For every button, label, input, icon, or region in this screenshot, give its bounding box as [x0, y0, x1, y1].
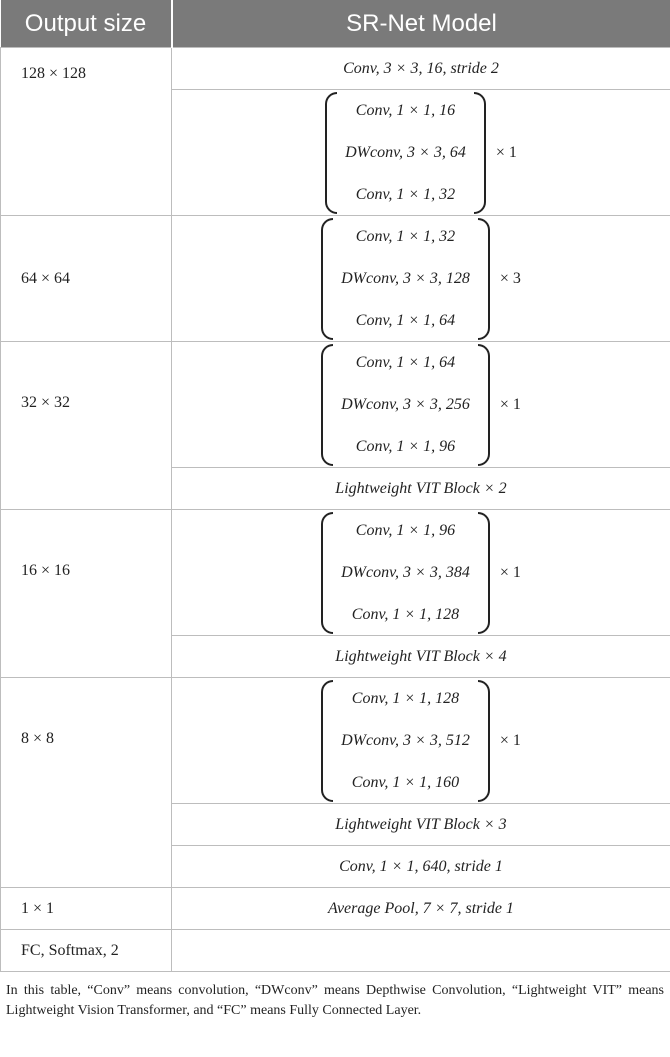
- bottleneck-block: [172, 678, 670, 804]
- block-line: Conv, 1 × 1, 32: [355, 185, 456, 203]
- matrix-bracket: [321, 510, 490, 636]
- output-size-cell: FC, Softmax, 2: [1, 930, 172, 972]
- table-header-row: [1, 0, 670, 48]
- bottleneck-block: [172, 342, 670, 468]
- block-line: Conv, 1 × 1, 16: [355, 101, 456, 119]
- matrix-bracket: [321, 216, 490, 342]
- repeat-count: × 1: [499, 563, 521, 581]
- repeat-count: × 1: [495, 143, 517, 161]
- header-output-size: Output size: [1, 0, 172, 48]
- block-line: DWconv, 3 × 3, 64: [345, 143, 466, 161]
- block-line: Conv, 1 × 1, 128: [351, 605, 460, 623]
- table-footnote: In this table, “Conv” means convolution, “DWconv” means Depthwise Convolution, “Lightweight VIT” means Lightweight Vision Transformer, and “FC” means Fully Connected Layer.: [6, 983, 664, 1018]
- block-line: Conv, 1 × 1, 160: [351, 773, 460, 791]
- repeat-count: × 1: [499, 395, 521, 413]
- block-line: Conv, 1 × 1, 96: [355, 437, 456, 455]
- table-row: [1, 888, 670, 930]
- table-row: [1, 216, 670, 342]
- table-row: [1, 678, 670, 804]
- vit-block-cell: Lightweight VIT Block × 4: [172, 636, 670, 678]
- output-size-cell: 128 × 128: [1, 48, 172, 216]
- output-size-cell: 32 × 32: [1, 342, 172, 510]
- repeat-count: × 3: [499, 269, 521, 287]
- bottleneck-block: [172, 90, 670, 216]
- layer-cell: Conv, 1 × 1, 640, stride 1: [172, 846, 670, 888]
- output-size-cell: 64 × 64: [1, 216, 172, 342]
- matrix-bracket: [321, 678, 490, 804]
- matrix-bracket: [321, 342, 490, 468]
- table-row: [1, 930, 670, 972]
- block-line: DWconv, 3 × 3, 128: [341, 269, 470, 287]
- output-size-cell: 1 × 1: [1, 888, 172, 930]
- block-line: Conv, 1 × 1, 96: [355, 521, 456, 539]
- table-row: [1, 510, 670, 636]
- layer-cell: Average Pool, 7 × 7, stride 1: [172, 888, 670, 930]
- block-line: Conv, 1 × 1, 64: [355, 353, 456, 371]
- block-line: Conv, 1 × 1, 32: [355, 227, 456, 245]
- table-row: [1, 342, 670, 468]
- header-model: SR-Net Model: [172, 0, 670, 48]
- vit-block-cell: Lightweight VIT Block × 2: [172, 468, 670, 510]
- block-line: Conv, 1 × 1, 128: [351, 689, 460, 707]
- repeat-count: × 1: [499, 731, 521, 749]
- block-line: DWconv, 3 × 3, 256: [341, 395, 470, 413]
- output-size-cell: 8 × 8: [1, 678, 172, 888]
- output-size-cell: 16 × 16: [1, 510, 172, 678]
- layer-cell: Conv, 3 × 3, 16, stride 2: [172, 48, 670, 90]
- block-line: Conv, 1 × 1, 64: [355, 311, 456, 329]
- bottleneck-block: [172, 216, 670, 342]
- block-line: DWconv, 3 × 3, 384: [341, 563, 470, 581]
- block-line: DWconv, 3 × 3, 512: [341, 731, 470, 749]
- vit-block-cell: Lightweight VIT Block × 3: [172, 804, 670, 846]
- bottleneck-block: [172, 510, 670, 636]
- matrix-bracket: [325, 90, 486, 216]
- layer-cell: [172, 930, 670, 972]
- table-row: [1, 48, 670, 90]
